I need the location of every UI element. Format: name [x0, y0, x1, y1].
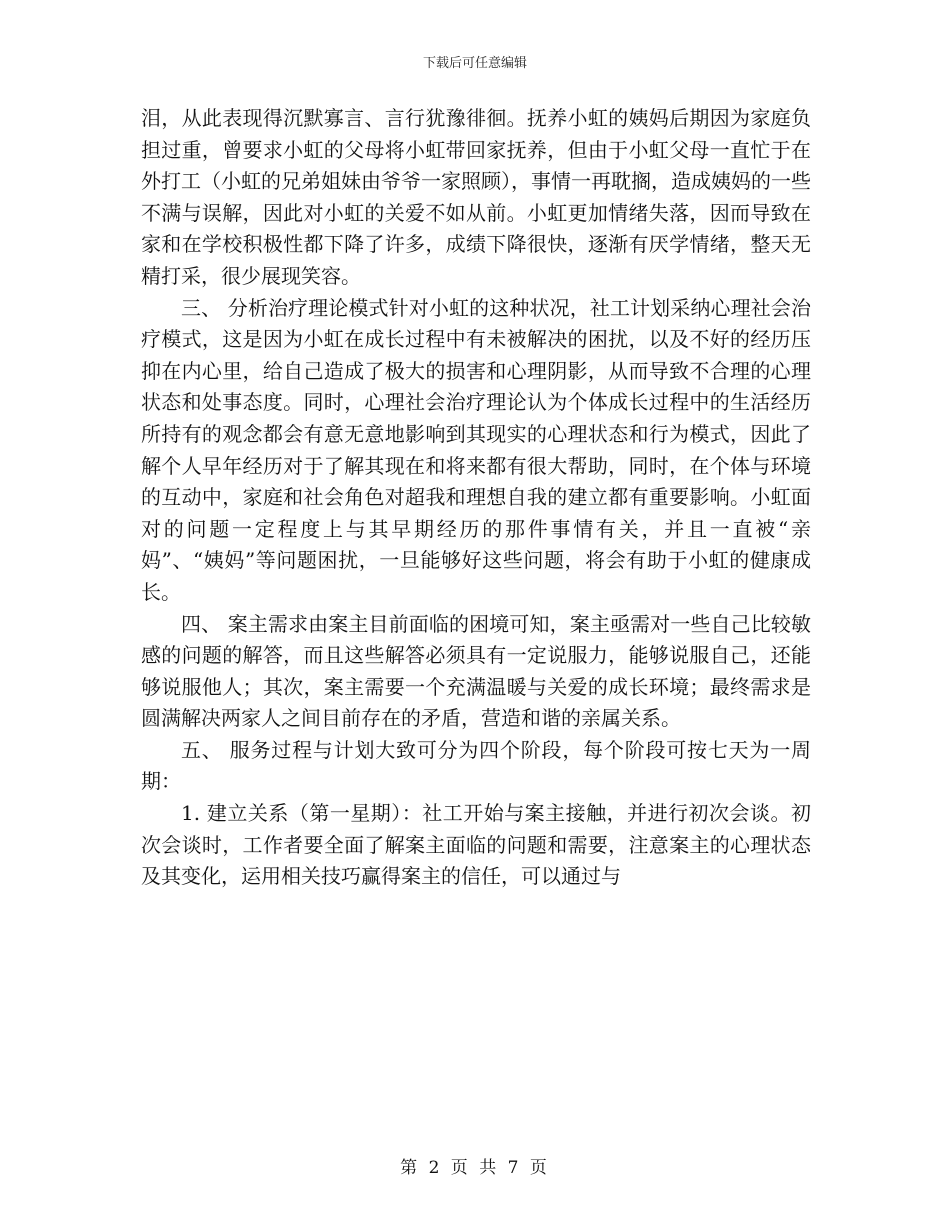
- paragraph-section-4: 四、 案主需求由案主目前面临的困境可知，案主亟需对一些自己比较敏感的问题的解答，而且这些解答必须具有一定说服力，能够说服自己，还能够说服他人；其次，案主需要一个充满温暖与关爱的成长环境；最终需求是圆满解决两家人之间目前存在的矛盾，营造和谐的亲属关系。: [141, 611, 811, 731]
- paragraph-step-1: 1. 建立关系（第一星期）：社工开始与案主接触，并进行初次会谈。初次会谈时，工作者要全面了解案主面临的问题和需要，注意案主的心理状态及其变化，运用相关技巧赢得案主的信任，可以通过与: [141, 801, 811, 889]
- page-number-footer: 第 2 页 共 7 页: [400, 1158, 550, 1178]
- page-header-note: 下载后可任意编辑: [422, 56, 527, 71]
- document-body: [141, 103, 811, 893]
- paragraph-section-5: 五、 服务过程与计划大致可分为四个阶段，每个阶段可按七天为一周期：: [141, 737, 811, 794]
- paragraph-section-3: 三、 分析治疗理论模式针对小虹的这种状况，社工计划采纳心理社会治疗模式，这是因为小虹在成长过程中有未被解决的困扰，以及不好的经历压抑在内心里，给自己造成了极大的损害和心理阴影，从而导致不合理的心理状态和处事态度。同时，心理社会治疗理论认为个体成长过程中的生活经历所持有的观念都会有意无意地影响到其现实的心理状态和行为模式，因此了解个人早年经历对于了解其现在和将来都有很大帮助，同时，在个体与环境的互动中，家庭和社会角色对超我和理想自我的建立都有重要影响。小虹面对的问题一定程度上与其早期经历的那件事情有关，并且一直被“亲妈”、“姨妈”等问题困扰，一旦能够好这些问题，将会有助于小虹的健康成长。: [141, 295, 811, 604]
- paragraph-continuation: 泪，从此表现得沉默寡言、言行犹豫徘徊。抚养小虹的姨妈后期因为家庭负担过重，曾要求小虹的父母将小虹带回家抚养，但由于小虹父母一直忙于在外打工（小虹的兄弟姐妹由爷爷一家照顾），事情一再耽搁，造成姨妈的一些不满与误解，因此对小虹的关爱不如从前。小虹更加情绪失落，因而导致在家和在学校积极性都下降了许多，成绩下降很快，逐渐有厌学情绪，整天无精打采，很少展现笑容。: [141, 106, 811, 288]
